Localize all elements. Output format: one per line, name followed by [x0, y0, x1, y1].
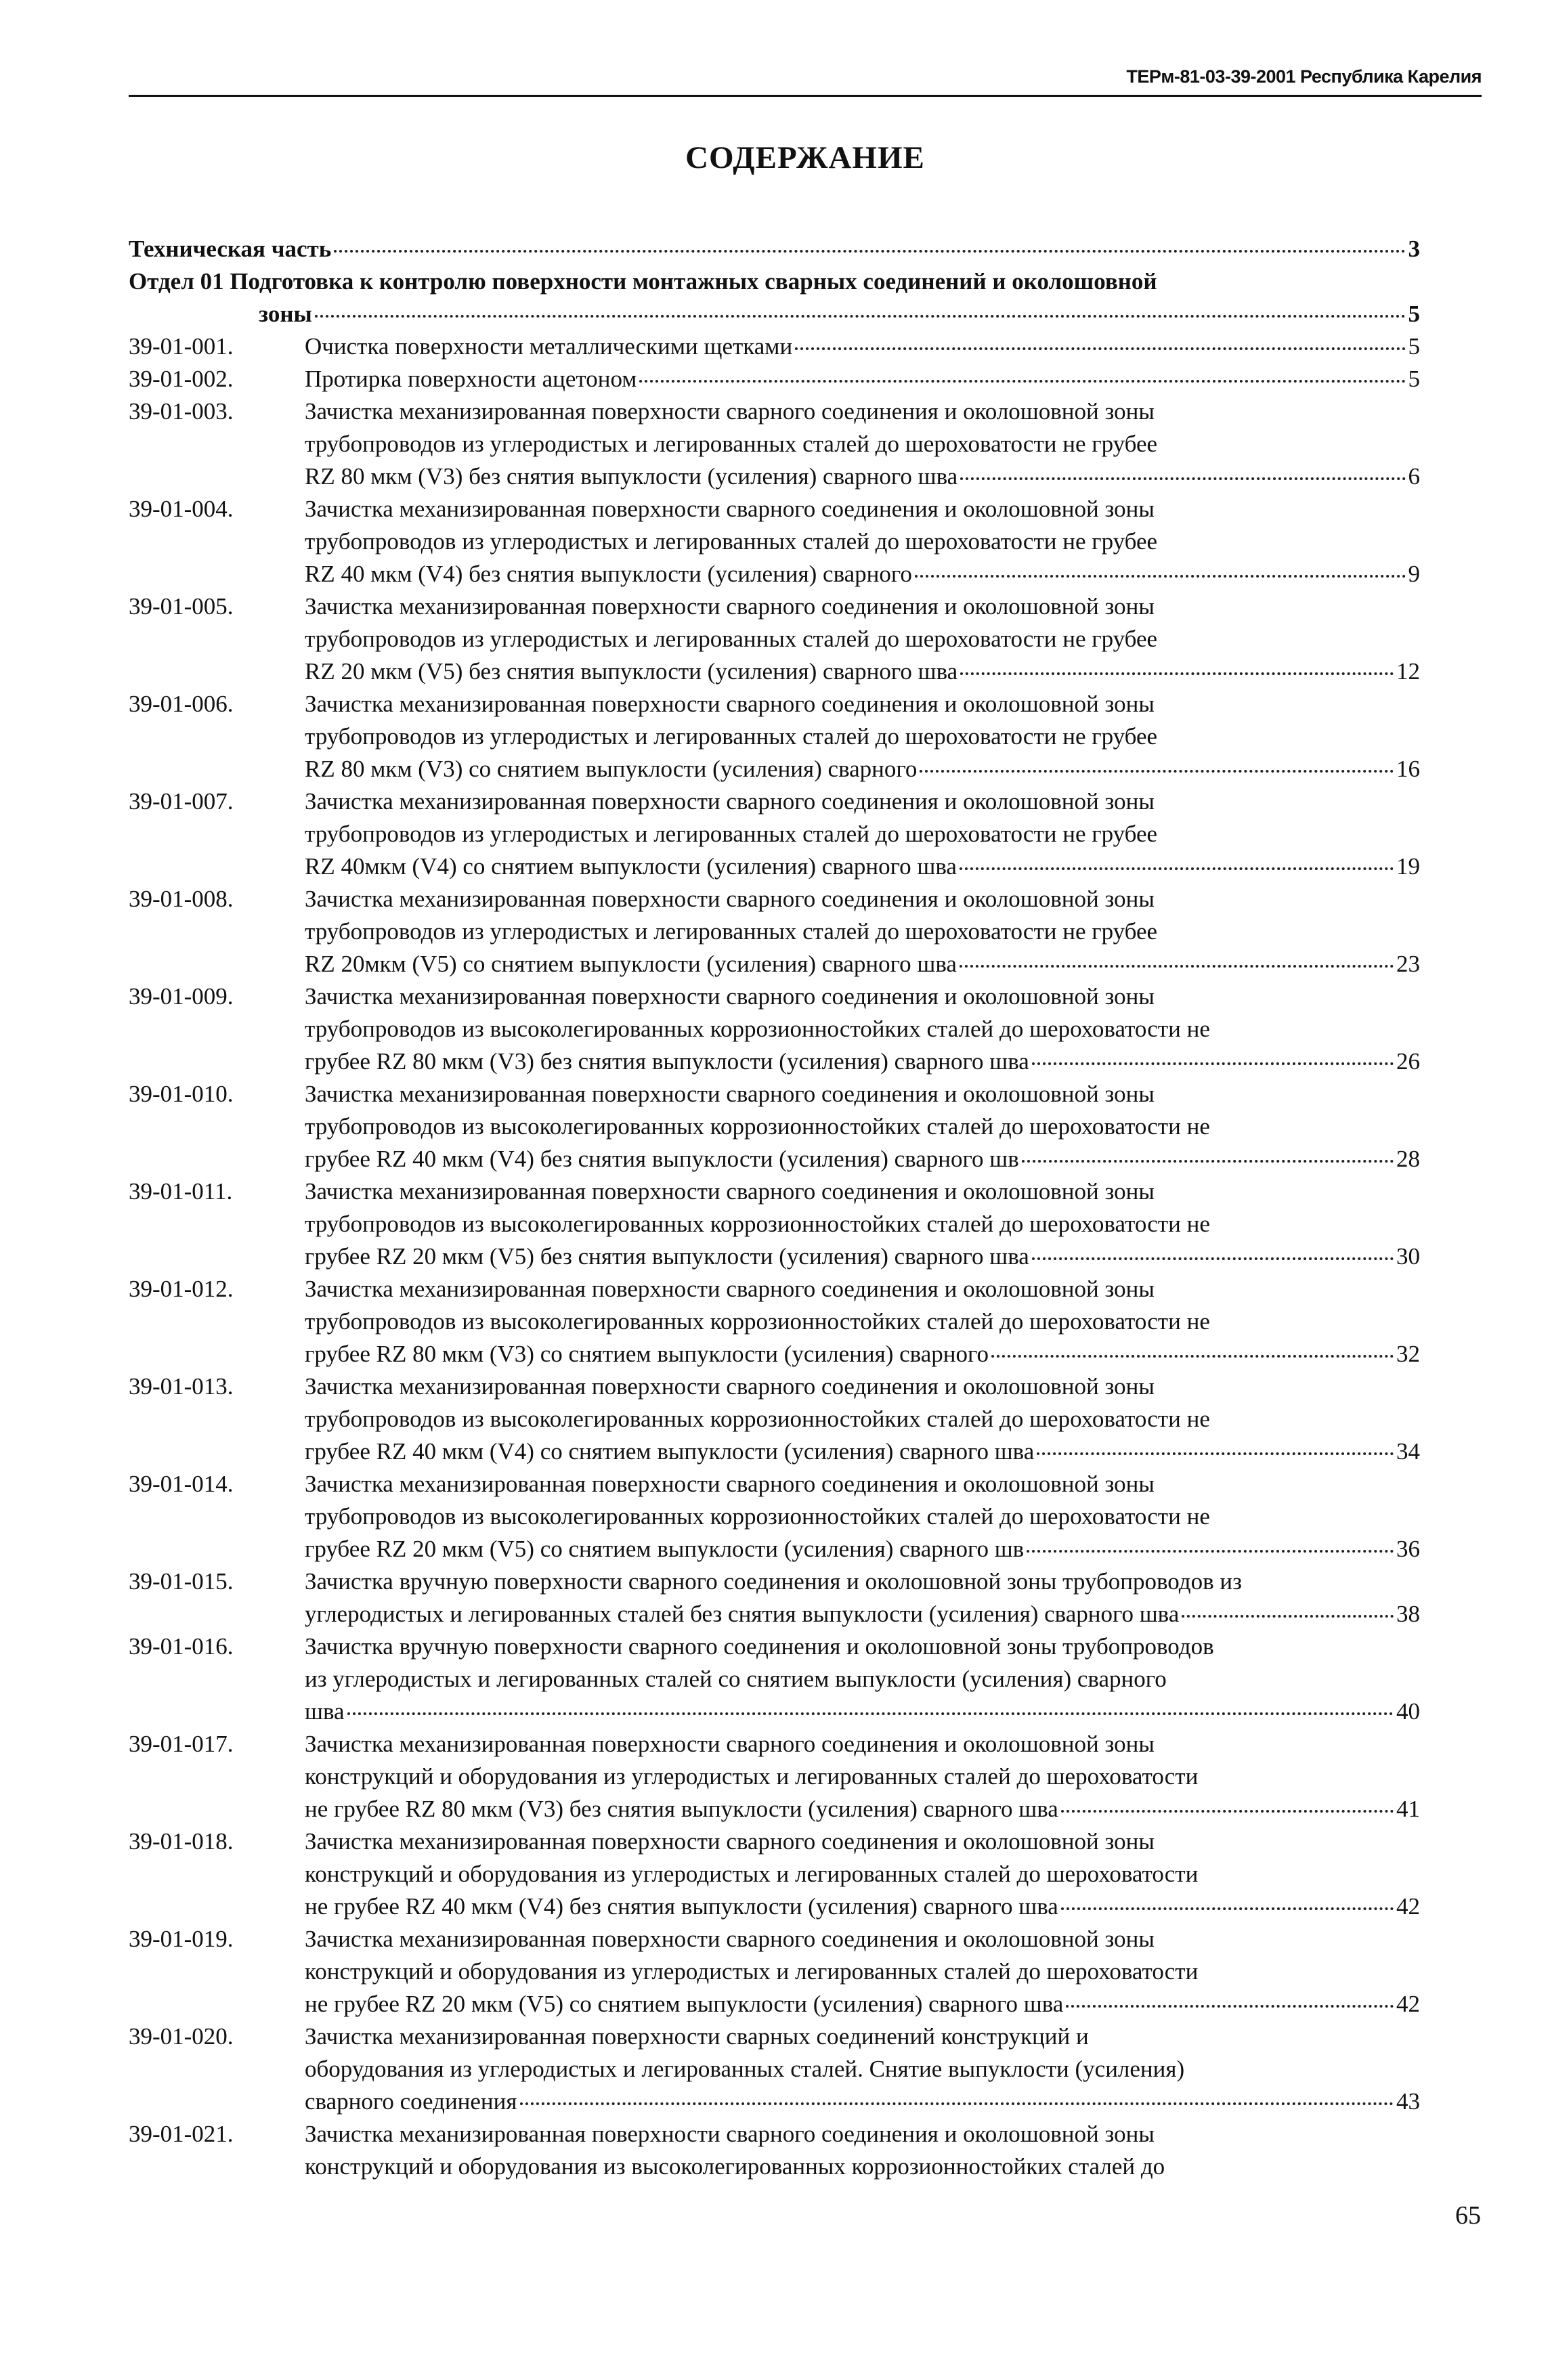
toc-entry-text: трубопроводов из высоколегированных коррозионностойких сталей до шероховатости не [305, 1113, 1210, 1140]
toc-entry [129, 363, 1420, 395]
toc-entry [129, 1273, 1420, 1370]
dot-leader [639, 380, 1405, 383]
toc-entry-text: грубее RZ 80 мкм (V3) со снятием выпуклости (усиления) сварного [305, 1341, 989, 1367]
dot-leader [1061, 1907, 1394, 1910]
toc-line [129, 1988, 1420, 2020]
toc-entry-text: трубопроводов из углеродистых и легированных сталей до шероховатости не грубее [305, 723, 1158, 750]
toc-entry-code: 39-01-015. [129, 1568, 234, 1595]
toc-entry-text: грубее RZ 40 мкм (V4) со снятием выпуклости (усиления) сварного шва [305, 1438, 1035, 1465]
toc-page-number: 19 [1396, 853, 1420, 880]
toc-line [129, 493, 1420, 525]
toc-entry-text: Зачистка механизированная поверхности сварного соединения и околошовной зоны [305, 593, 1155, 620]
toc-entry-text: шва [305, 1698, 345, 1725]
toc-entry-text: трубопроводов из углеродистых и легированных сталей до шероховатости не грубее [305, 918, 1158, 945]
toc-entry-text: RZ 40 мкм (V4) без снятия выпуклости (усиления) сварного [305, 561, 912, 587]
toc-entry-text: Протирка поверхности ацетоном [305, 366, 637, 392]
toc-entry-code: 39-01-009. [129, 983, 234, 1010]
toc-line [129, 1175, 1420, 1208]
toc-entry-text: не грубее RZ 40 мкм (V4) без снятия выпуклости (усиления) сварного шва [305, 1893, 1058, 1920]
toc-entry-text: RZ 20 мкм (V5) без снятия выпуклости (усиления) сварного шва [305, 658, 958, 685]
toc-entry-code: 39-01-001. [129, 333, 234, 360]
toc-page-number: 41 [1396, 1796, 1420, 1822]
toc-entry-text: RZ 80 мкм (V3) со снятием выпуклости (усиления) сварного [305, 756, 918, 782]
toc-page-number: 12 [1396, 658, 1420, 685]
toc-line [129, 1143, 1420, 1175]
dot-leader [920, 770, 1394, 773]
toc-line [129, 558, 1420, 590]
toc-page-number: 34 [1396, 1438, 1420, 1465]
toc-entry-code: 39-01-010. [129, 1081, 234, 1107]
dot-leader [960, 672, 1394, 675]
toc-entry-text: Зачистка механизированная поверхности сварного соединения и околошовной зоны [305, 1373, 1155, 1400]
toc-entry [129, 1728, 1420, 1825]
toc-entry-text: Зачистка механизированная поверхности сварного соединения и околошовной зоны [305, 398, 1155, 425]
toc-entry [129, 1565, 1420, 1630]
toc-entry-text: углеродистых и легированных сталей без снятия выпуклости (усиления) сварного шва [305, 1601, 1180, 1627]
dot-leader [315, 315, 1406, 318]
toc-page-number: 42 [1396, 1991, 1420, 2017]
toc-section [129, 265, 1420, 330]
toc-entry-text: не грубее RZ 80 мкм (V3) без снятия выпуклости (усиления) сварного шва [305, 1796, 1058, 1822]
toc-entry-text: Зачистка механизированная поверхности сварных соединений конструкций и [305, 2023, 1089, 2050]
toc-line [129, 265, 1420, 298]
toc-entry-code: 39-01-012. [129, 1276, 234, 1302]
toc-entry [129, 1923, 1420, 2020]
toc-entry-text: Зачистка механизированная поверхности сварного соединения и околошовной зоны [305, 1828, 1155, 1855]
toc-line [129, 395, 1420, 428]
toc-entry-code: 39-01-011. [129, 1178, 233, 1205]
dot-leader [1032, 1062, 1394, 1065]
toc-entry-code: 39-01-002. [129, 366, 234, 392]
toc-line [129, 1078, 1420, 1110]
table-of-contents [129, 233, 1420, 2183]
toc-line [129, 720, 1420, 753]
toc-entry [129, 785, 1420, 883]
toc-page-number: 36 [1396, 1536, 1420, 1562]
toc-entry [129, 1468, 1420, 1565]
toc-entry-text: грубее RZ 20 мкм (V5) со снятием выпуклости (усиления) сварного шв [305, 1536, 1025, 1562]
dot-leader [960, 477, 1405, 480]
toc-entry-text: трубопроводов из углеродистых и легированных сталей до шероховатости не грубее [305, 431, 1158, 457]
toc-entry-text: зоны [259, 301, 312, 327]
toc-entry [129, 590, 1420, 688]
toc-line [129, 980, 1420, 1013]
toc-line [129, 2150, 1420, 2183]
dot-leader [334, 250, 1405, 253]
toc-entry-text: грубее RZ 40 мкм (V4) без снятия выпуклости (усиления) сварного шв [305, 1146, 1019, 1172]
toc-page-number: 32 [1396, 1341, 1420, 1367]
toc-entry-text: Зачистка механизированная поверхности сварного соединения и околошовной зоны [305, 496, 1155, 522]
toc-line [129, 850, 1420, 883]
toc-line [129, 1565, 1420, 1598]
toc-entry-text: Очистка поверхности металлическими щетками [305, 333, 793, 360]
toc-line [129, 1240, 1420, 1273]
toc-entry-code: 39-01-004. [129, 496, 234, 522]
toc-entry-text: трубопроводов из углеродистых и легированных сталей до шероховатости не грубее [305, 528, 1158, 555]
dot-leader [1066, 2005, 1394, 2008]
dot-leader [960, 965, 1394, 968]
toc-line [129, 753, 1420, 785]
toc-line [129, 525, 1420, 558]
toc-line [129, 2118, 1420, 2150]
toc-entry-code: 39-01-016. [129, 1633, 234, 1660]
toc-entry-code: 39-01-019. [129, 1926, 234, 1952]
page-number: 65 [1455, 2201, 1481, 2230]
toc-page-number: 28 [1396, 1146, 1420, 1172]
toc-entry-text: Зачистка механизированная поверхности сварного соединения и околошовной зоны [305, 1471, 1155, 1497]
toc-line [129, 818, 1420, 850]
dot-leader [520, 2102, 1394, 2105]
toc-entry-text: Зачистка механизированная поверхности сварного соединения и околошовной зоны [305, 788, 1155, 815]
toc-line [129, 1760, 1420, 1793]
toc-entry-text: Зачистка механизированная поверхности сварного соединения и околошовной зоны [305, 886, 1155, 912]
toc-entry-text: Зачистка вручную поверхности сварного соединения и околошовной зоны трубопроводов из [305, 1568, 1242, 1595]
dot-leader [915, 575, 1406, 578]
toc-line [129, 1793, 1420, 1825]
toc-entry-text: Зачистка механизированная поверхности сварного соединения и околошовной зоны [305, 2121, 1155, 2147]
dot-leader [1061, 1810, 1394, 1813]
toc-entry-text: конструкций и оборудования из углеродистых и легированных сталей до шероховатости [305, 1763, 1199, 1790]
toc-line [129, 948, 1420, 980]
toc-entry-text: сварного соединения [305, 2088, 517, 2115]
toc-entry-text: Зачистка механизированная поверхности сварного соединения и околошовной зоны [305, 1178, 1155, 1205]
toc-entry-text: трубопроводов из высоколегированных коррозионностойких сталей до шероховатости не [305, 1406, 1210, 1432]
toc-page-number: 6 [1408, 463, 1420, 490]
toc-page-number: 30 [1396, 1243, 1420, 1270]
toc-line [129, 1435, 1420, 1468]
toc-line [129, 1500, 1420, 1533]
toc-entry-text: Зачистка механизированная поверхности сварного соединения и околошовной зоны [305, 1731, 1155, 1757]
toc-line [129, 915, 1420, 948]
toc-line [129, 1598, 1420, 1630]
toc-line [129, 623, 1420, 655]
toc-line [129, 655, 1420, 688]
toc-entry-code: 39-01-013. [129, 1373, 234, 1400]
toc-line [129, 1403, 1420, 1435]
toc-entry-text: конструкций и оборудования из высоколегированных коррозионностойких сталей до [305, 2153, 1165, 2180]
toc-line [129, 883, 1420, 915]
toc-line [129, 590, 1420, 623]
toc-entry-text: Отдел 01 Подготовка к контролю поверхности монтажных сварных соединений и околошовной [129, 268, 1157, 295]
dot-leader [960, 867, 1394, 870]
toc-page-number: 5 [1408, 333, 1420, 360]
toc-line [129, 1728, 1420, 1760]
toc-entry-code: 39-01-008. [129, 886, 234, 912]
toc-entry [129, 883, 1420, 980]
toc-page-number: 9 [1408, 561, 1420, 587]
toc-entry [129, 1370, 1420, 1468]
toc-line [129, 1110, 1420, 1143]
toc-entry-text: оборудования из углеродистых и легированных сталей. Снятие выпуклости (усиления) [305, 2056, 1185, 2082]
dot-leader [347, 1712, 1394, 1715]
toc-entry [129, 1825, 1420, 1923]
toc-line [129, 1468, 1420, 1500]
toc-line [129, 298, 1420, 330]
toc-line [129, 1370, 1420, 1403]
toc-entry-text: из углеродистых и легированных сталей со снятием выпуклости (усиления) сварного [305, 1666, 1167, 1692]
document-reference-header: ТЕРм-81-03-39-2001 Республика Карелия [1126, 66, 1482, 87]
toc-entry-code: 39-01-017. [129, 1731, 234, 1757]
toc-entry-text: не грубее RZ 20 мкм (V5) со снятием выпуклости (усиления) сварного шва [305, 1991, 1064, 2017]
toc-entry-text: RZ 80 мкм (V3) без снятия выпуклости (усиления) сварного шва [305, 463, 958, 490]
toc-line [129, 1858, 1420, 1890]
toc-line [129, 1630, 1420, 1663]
toc-page-number: 16 [1396, 756, 1420, 782]
toc-entry-text: Зачистка механизированная поверхности сварного соединения и околошовной зоны [305, 983, 1155, 1010]
toc-line [129, 1013, 1420, 1045]
toc-page-number: 40 [1396, 1698, 1420, 1725]
toc-entry-code: 39-01-003. [129, 398, 234, 425]
toc-line [129, 2020, 1420, 2053]
toc-entry [129, 395, 1420, 493]
dot-leader [991, 1355, 1394, 1358]
page-title: СОДЕРЖАНИЕ [685, 140, 925, 175]
toc-line [129, 1663, 1420, 1695]
toc-entry-text: трубопроводов из углеродистых и легированных сталей до шероховатости не грубее [305, 626, 1158, 652]
toc-page-number: 26 [1396, 1048, 1420, 1075]
toc-entry [129, 2020, 1420, 2118]
toc-entry-text: конструкций и оборудования из углеродистых и легированных сталей до шероховатости [305, 1958, 1199, 1985]
toc-line [129, 428, 1420, 460]
toc-entry-text: трубопроводов из высоколегированных коррозионностойких сталей до шероховатости не [305, 1016, 1210, 1042]
toc-line [129, 1045, 1420, 1078]
toc-line [129, 1825, 1420, 1858]
toc-entry [129, 1078, 1420, 1175]
toc-entry [129, 493, 1420, 590]
toc-line [129, 1955, 1420, 1988]
dot-leader [1032, 1257, 1394, 1260]
dot-leader [795, 347, 1405, 350]
toc-entry-code: 39-01-007. [129, 788, 234, 815]
toc-entry-text: Техническая часть [129, 236, 332, 262]
header-rule [129, 95, 1482, 97]
toc-entry-text: трубопроводов из высоколегированных коррозионностойких сталей до шероховатости не [305, 1308, 1210, 1335]
toc-entry-code: 39-01-006. [129, 691, 234, 717]
toc-entry-text: Зачистка механизированная поверхности сварного соединения и околошовной зоны [305, 1276, 1155, 1302]
dot-leader [1037, 1452, 1394, 1455]
toc-line [129, 1923, 1420, 1955]
toc-section [129, 233, 1420, 265]
toc-entry-text: трубопроводов из высоколегированных коррозионностойких сталей до шероховатости не [305, 1503, 1210, 1530]
toc-entry-code: 39-01-018. [129, 1828, 234, 1855]
toc-line [129, 233, 1420, 265]
toc-line [129, 1208, 1420, 1240]
toc-entry-text: Зачистка механизированная поверхности сварного соединения и околошовной зоны [305, 1081, 1155, 1107]
toc-line [129, 1305, 1420, 1338]
toc-entry-text: конструкций и оборудования из углеродистых и легированных сталей до шероховатости [305, 1861, 1199, 1887]
toc-line [129, 330, 1420, 363]
toc-line [129, 1533, 1420, 1565]
toc-line [129, 1338, 1420, 1370]
toc-line [129, 785, 1420, 818]
toc-line [129, 2085, 1420, 2118]
toc-entry-text: трубопроводов из высоколегированных коррозионностойких сталей до шероховатости не [305, 1211, 1210, 1237]
toc-page-number: 5 [1408, 301, 1420, 327]
toc-line [129, 1890, 1420, 1923]
toc-entry-text: RZ 20мкм (V5) со снятием выпуклости (усиления) сварного шва [305, 951, 957, 977]
toc-entry [129, 1630, 1420, 1728]
toc-entry-code: 39-01-014. [129, 1471, 234, 1497]
toc-line [129, 2053, 1420, 2085]
toc-page-number: 38 [1396, 1601, 1420, 1627]
toc-line [129, 363, 1420, 395]
toc-line [129, 1695, 1420, 1728]
toc-entry-text: Зачистка механизированная поверхности сварного соединения и околошовной зоны [305, 691, 1155, 717]
dot-leader [1027, 1550, 1394, 1553]
toc-line [129, 688, 1420, 720]
toc-entry-text: RZ 40мкм (V4) со снятием выпуклости (усиления) сварного шва [305, 853, 957, 880]
toc-line [129, 1273, 1420, 1305]
dot-leader [1022, 1160, 1394, 1163]
toc-entry [129, 2118, 1420, 2183]
toc-entry-text: трубопроводов из углеродистых и легированных сталей до шероховатости не грубее [305, 821, 1158, 847]
toc-entry [129, 980, 1420, 1078]
toc-page-number: 23 [1396, 951, 1420, 977]
toc-entry-text: Зачистка механизированная поверхности сварного соединения и околошовной зоны [305, 1926, 1155, 1952]
toc-page-number: 3 [1408, 236, 1420, 262]
toc-entry-code: 39-01-005. [129, 593, 234, 620]
toc-page-number: 5 [1408, 366, 1420, 392]
toc-page-number: 43 [1396, 2088, 1420, 2115]
toc-entry-text: грубее RZ 80 мкм (V3) без снятия выпуклости (усиления) сварного шва [305, 1048, 1029, 1075]
toc-entry [129, 330, 1420, 363]
toc-entry-text: Зачистка вручную поверхности сварного соединения и околошовной зоны трубопроводов [305, 1633, 1214, 1660]
toc-entry [129, 1175, 1420, 1273]
toc-page-number: 42 [1396, 1893, 1420, 1920]
toc-entry-code: 39-01-020. [129, 2023, 234, 2050]
toc-entry-code: 39-01-021. [129, 2121, 234, 2147]
dot-leader [1182, 1615, 1394, 1618]
toc-entry-text: грубее RZ 20 мкм (V5) без снятия выпуклости (усиления) сварного шва [305, 1243, 1029, 1270]
toc-line [129, 460, 1420, 493]
toc-entry [129, 688, 1420, 785]
